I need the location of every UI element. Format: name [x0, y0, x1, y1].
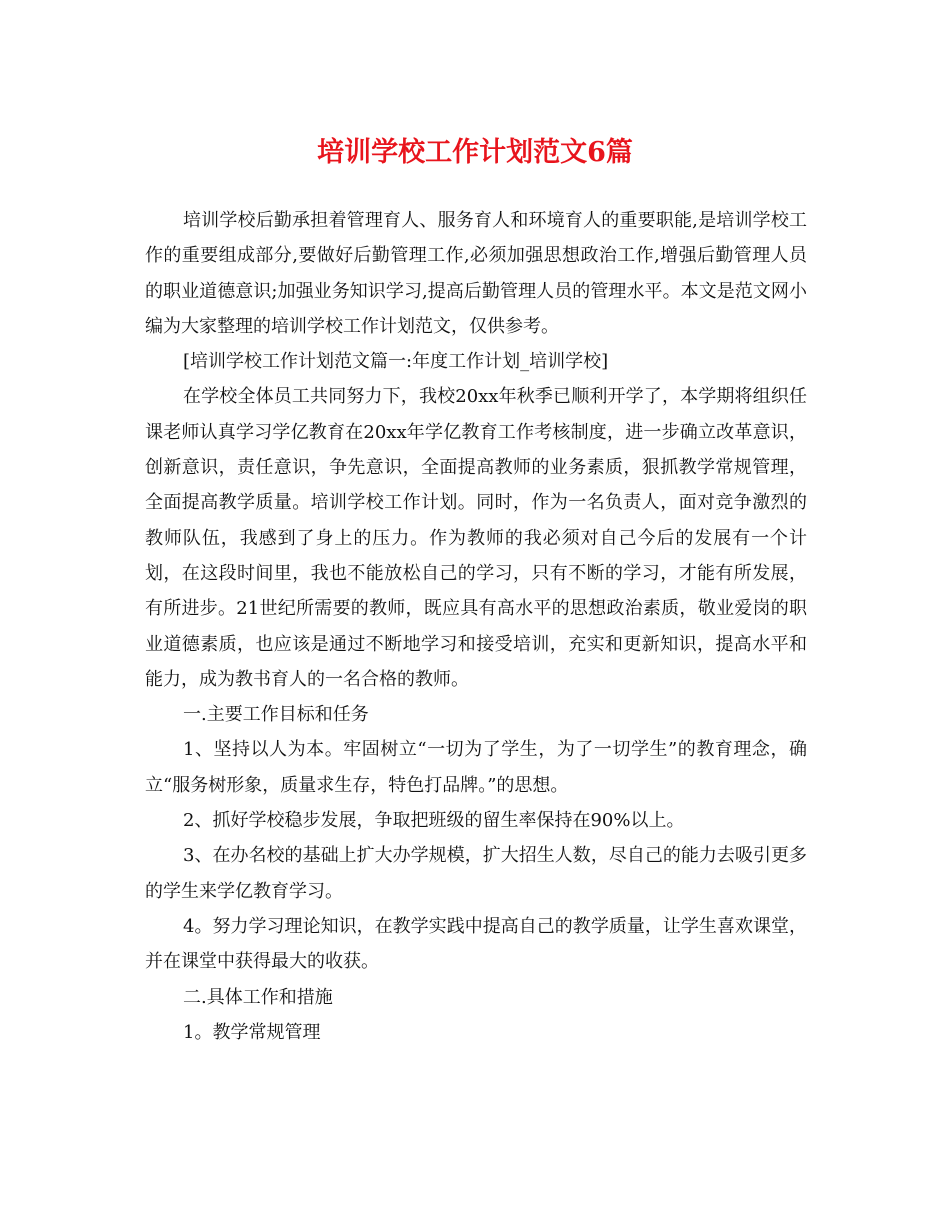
body-paragraph: 在学校全体员工共同努力下，我校20xx年秋季已顺利开学了，本学期将组织任课老师认真学习学亿教育在20xx年学亿教育工作考核制度，进一步确立改革意识，创新意识，责任意识，争先意识，全面提高教师的业务素质，狠抓教学常规管理，全面提高教学质量。培训学校工作计划。同时，作为一名负责人，面对竞争激烈的教师队伍，我感到了身上的压力。作为教师的我必须对自己今后的发展有一个计划，在这段时间里，我也不能放松自己的学习，只有不断的学习，才能有所发展，有所进步。21世纪所需要的教师，既应具有高水平的思想政治素质，敬业爱岗的职业道德素质，也应该是通过不断地学习和接受培训，充实和更新知识，提高水平和能力，成为教书育人的一名合格的教师。	[145, 386, 807, 690]
list-item-1: 1、坚持以人为本。牢固树立“一切为了学生，为了一切学生”的教育理念，确立“服务树形象，质量求生存，特色打品牌。”的思想。	[145, 739, 807, 796]
list-item-3: 3、在办名校的基础上扩大办学规模，扩大招生人数，尽自己的能力去吸引更多的学生来学亿教育学习。	[145, 845, 807, 902]
document-body	[145, 203, 807, 1050]
section-reference: [培训学校工作计划范文篇一:年度工作计划_培训学校]	[183, 351, 609, 373]
list-item-4: 4。努力学习理论知识，在教学实践中提高自己的教学质量，让学生喜欢课堂，并在课堂中获得最大的收获。	[145, 915, 807, 973]
section-heading-goals: 一.主要工作目标和任务	[183, 704, 369, 726]
document-title: 培训学校工作计划范文6篇	[317, 137, 633, 168]
section-heading-measures: 二.具体工作和措施	[183, 986, 333, 1008]
subsection-heading-teaching: 1。教学常规管理	[183, 1021, 321, 1043]
list-item-2: 2、抓好学校稳步发展，争取把班级的留生率保持在90%以上。	[183, 810, 685, 832]
intro-paragraph: 培训学校后勤承担着管理育人、服务育人和环境育人的重要职能,是培训学校工作的重要组成部分,要做好后勤管理工作,必须加强思想政治工作,增强后勤管理人员的职业道德意识;加强业务知识学习,提高后勤管理人员的管理水平。本文是范文网小编为大家整理的培训学校工作计划范文，仅供参考。	[145, 210, 807, 337]
